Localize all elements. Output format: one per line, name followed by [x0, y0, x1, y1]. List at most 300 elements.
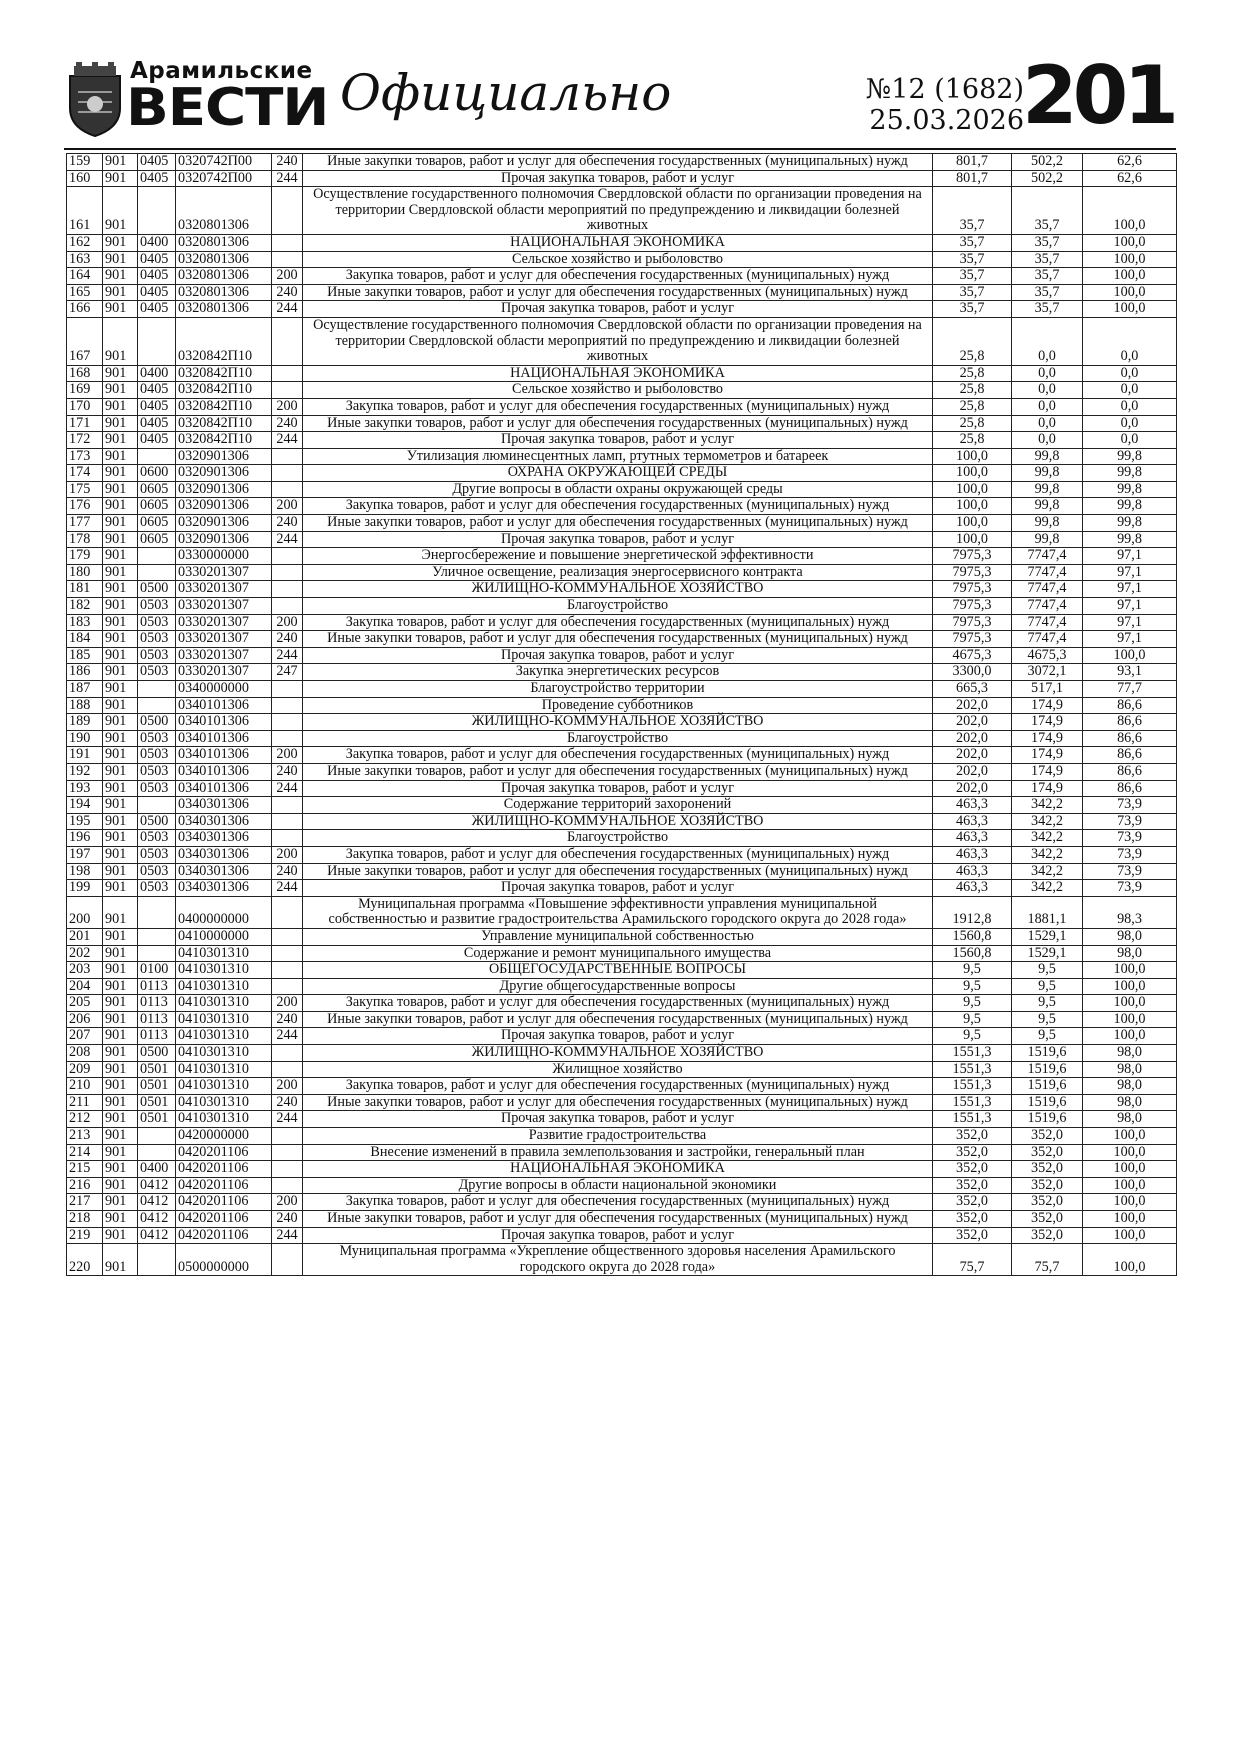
section-code: 0113 [138, 1028, 176, 1045]
row-number: 162 [67, 234, 103, 251]
actual-amount: 7747,4 [1012, 564, 1083, 581]
target-code: 0340101306 [176, 763, 272, 780]
planned-amount: 25,8 [933, 398, 1012, 415]
actual-amount: 342,2 [1012, 863, 1083, 880]
table-row [67, 1011, 1177, 1028]
admin-code: 901 [103, 714, 138, 731]
expense-type [272, 365, 303, 382]
target-code: 0320842П10 [176, 432, 272, 449]
admin-code: 901 [103, 1028, 138, 1045]
execution-percent: 73,9 [1083, 863, 1177, 880]
actual-amount: 517,1 [1012, 681, 1083, 698]
section-code: 0405 [138, 301, 176, 318]
section-code: 0605 [138, 531, 176, 548]
row-number: 216 [67, 1177, 103, 1194]
table-row [67, 515, 1177, 532]
admin-code: 901 [103, 548, 138, 565]
row-number: 194 [67, 797, 103, 814]
admin-code: 901 [103, 1227, 138, 1244]
section-code: 0605 [138, 515, 176, 532]
expense-type [272, 187, 303, 235]
description: Муниципальная программа «Повышение эффективности управления муниципальной собственностью и развитие градостроительства Арамильского городского округа до 2028 года» [303, 896, 933, 928]
row-number: 179 [67, 548, 103, 565]
table-row [67, 1144, 1177, 1161]
actual-amount: 342,2 [1012, 880, 1083, 897]
execution-percent: 98,3 [1083, 896, 1177, 928]
description: Содержание территорий захоронений [303, 797, 933, 814]
planned-amount: 665,3 [933, 681, 1012, 698]
table-row [67, 1045, 1177, 1062]
planned-amount: 1560,8 [933, 945, 1012, 962]
planned-amount: 801,7 [933, 154, 1012, 171]
budget-table [66, 153, 1177, 1276]
admin-code: 901 [103, 1144, 138, 1161]
expense-type: 240 [272, 631, 303, 648]
target-code: 0320901306 [176, 481, 272, 498]
description: Благоустройство [303, 830, 933, 847]
admin-code: 901 [103, 465, 138, 482]
expense-type: 240 [272, 284, 303, 301]
execution-percent: 99,8 [1083, 448, 1177, 465]
description: Закупка товаров, работ и услуг для обеспечения государственных (муниципальных) нужд [303, 846, 933, 863]
row-number: 217 [67, 1194, 103, 1211]
expense-type: 247 [272, 664, 303, 681]
section-code: 0605 [138, 481, 176, 498]
row-number: 176 [67, 498, 103, 515]
section-code: 0405 [138, 251, 176, 268]
actual-amount: 35,7 [1012, 187, 1083, 235]
planned-amount: 7975,3 [933, 564, 1012, 581]
target-code: 0410301310 [176, 1094, 272, 1111]
row-number: 211 [67, 1094, 103, 1111]
planned-amount: 7975,3 [933, 581, 1012, 598]
table-row [67, 995, 1177, 1012]
planned-amount: 35,7 [933, 251, 1012, 268]
section-code: 0500 [138, 714, 176, 731]
table-row [67, 1111, 1177, 1128]
execution-percent: 73,9 [1083, 830, 1177, 847]
admin-code: 901 [103, 432, 138, 449]
table-row [67, 1177, 1177, 1194]
execution-percent: 73,9 [1083, 813, 1177, 830]
issue-date: 25.03.2026 [869, 105, 1024, 136]
table-row [67, 432, 1177, 449]
target-code: 0340101306 [176, 747, 272, 764]
description: Утилизация люминесцентных ламп, ртутных термометров и батареек [303, 448, 933, 465]
section-code: 0400 [138, 365, 176, 382]
target-code: 0330201307 [176, 614, 272, 631]
admin-code: 901 [103, 251, 138, 268]
description: Внесение изменений в правила землепользования и застройки, генеральный план [303, 1144, 933, 1161]
actual-amount: 75,7 [1012, 1244, 1083, 1276]
admin-code: 901 [103, 448, 138, 465]
row-number: 161 [67, 187, 103, 235]
description: Содержание и ремонт муниципального имущества [303, 945, 933, 962]
planned-amount: 100,0 [933, 465, 1012, 482]
table-row [67, 962, 1177, 979]
row-number: 166 [67, 301, 103, 318]
target-code: 0340301306 [176, 830, 272, 847]
table-row [67, 681, 1177, 698]
expense-type [272, 1161, 303, 1178]
row-number: 215 [67, 1161, 103, 1178]
admin-code: 901 [103, 531, 138, 548]
expense-type: 244 [272, 1227, 303, 1244]
actual-amount: 342,2 [1012, 830, 1083, 847]
row-number: 186 [67, 664, 103, 681]
row-number: 190 [67, 730, 103, 747]
execution-percent: 99,8 [1083, 515, 1177, 532]
description: НАЦИОНАЛЬНАЯ ЭКОНОМИКА [303, 365, 933, 382]
execution-percent: 98,0 [1083, 1061, 1177, 1078]
actual-amount: 99,8 [1012, 481, 1083, 498]
planned-amount: 202,0 [933, 763, 1012, 780]
table-row [67, 631, 1177, 648]
section-code [138, 681, 176, 698]
target-code: 0320901306 [176, 515, 272, 532]
description: ЖИЛИЩНО-КОММУНАЛЬНОЕ ХОЗЯЙСТВО [303, 1045, 933, 1062]
target-code: 0320842П10 [176, 365, 272, 382]
target-code: 0320842П10 [176, 415, 272, 432]
section-code: 0503 [138, 863, 176, 880]
expense-type [272, 697, 303, 714]
execution-percent: 98,0 [1083, 1094, 1177, 1111]
table-row [67, 251, 1177, 268]
admin-code: 901 [103, 763, 138, 780]
coat-of-arms-logo [64, 62, 126, 138]
target-code: 0330201307 [176, 564, 272, 581]
actual-amount: 99,8 [1012, 515, 1083, 532]
section-code [138, 1244, 176, 1276]
actual-amount: 9,5 [1012, 1011, 1083, 1028]
actual-amount: 0,0 [1012, 432, 1083, 449]
description: Иные закупки товаров, работ и услуг для обеспечения государственных (муниципальных) нужд [303, 631, 933, 648]
table-row [67, 763, 1177, 780]
expense-type [272, 317, 303, 365]
execution-percent: 100,0 [1083, 995, 1177, 1012]
execution-percent: 86,6 [1083, 730, 1177, 747]
section-code: 0412 [138, 1211, 176, 1228]
row-number: 206 [67, 1011, 103, 1028]
description: Закупка энергетических ресурсов [303, 664, 933, 681]
target-code: 0410301310 [176, 1045, 272, 1062]
execution-percent: 100,0 [1083, 268, 1177, 285]
execution-percent: 77,7 [1083, 681, 1177, 698]
actual-amount: 1519,6 [1012, 1111, 1083, 1128]
section-code: 0500 [138, 581, 176, 598]
actual-amount: 174,9 [1012, 697, 1083, 714]
admin-code: 901 [103, 1177, 138, 1194]
target-code: 0330000000 [176, 548, 272, 565]
expense-type: 200 [272, 1078, 303, 1095]
expense-type [272, 581, 303, 598]
description: Муниципальная программа «Укрепление общественного здоровья населения Арамильского городского округа до 2028 года» [303, 1244, 933, 1276]
table-row [67, 465, 1177, 482]
description: Прочая закупка товаров, работ и услуг [303, 301, 933, 318]
admin-code: 901 [103, 481, 138, 498]
execution-percent: 99,8 [1083, 498, 1177, 515]
admin-code: 901 [103, 631, 138, 648]
planned-amount: 75,7 [933, 1244, 1012, 1276]
section-code [138, 187, 176, 235]
expense-type: 240 [272, 415, 303, 432]
expense-type: 244 [272, 301, 303, 318]
description: Закупка товаров, работ и услуг для обеспечения государственных (муниципальных) нужд [303, 268, 933, 285]
section-code [138, 1128, 176, 1145]
planned-amount: 7975,3 [933, 614, 1012, 631]
row-number: 164 [67, 268, 103, 285]
planned-amount: 202,0 [933, 747, 1012, 764]
planned-amount: 352,0 [933, 1211, 1012, 1228]
expense-type: 240 [272, 863, 303, 880]
target-code: 0420000000 [176, 1128, 272, 1145]
section-code: 0412 [138, 1194, 176, 1211]
actual-amount: 174,9 [1012, 747, 1083, 764]
execution-percent: 100,0 [1083, 978, 1177, 995]
row-number: 173 [67, 448, 103, 465]
target-code: 0340301306 [176, 863, 272, 880]
section-code: 0501 [138, 1094, 176, 1111]
table-row [67, 747, 1177, 764]
row-number: 201 [67, 928, 103, 945]
description: Благоустройство территории [303, 681, 933, 698]
description: Иные закупки товаров, работ и услуг для обеспечения государственных (муниципальных) нужд [303, 284, 933, 301]
admin-code: 901 [103, 515, 138, 532]
description: Закупка товаров, работ и услуг для обеспечения государственных (муниципальных) нужд [303, 995, 933, 1012]
table-row [67, 1061, 1177, 1078]
expense-type: 244 [272, 880, 303, 897]
expense-type: 200 [272, 747, 303, 764]
actual-amount: 7747,4 [1012, 581, 1083, 598]
execution-percent: 0,0 [1083, 432, 1177, 449]
table-row [67, 187, 1177, 235]
planned-amount: 202,0 [933, 697, 1012, 714]
target-code: 0320801306 [176, 187, 272, 235]
actual-amount: 342,2 [1012, 797, 1083, 814]
row-number: 205 [67, 995, 103, 1012]
execution-percent: 100,0 [1083, 187, 1177, 235]
table-row [67, 797, 1177, 814]
table-row [67, 317, 1177, 365]
actual-amount: 352,0 [1012, 1128, 1083, 1145]
table-row [67, 880, 1177, 897]
section-code: 0501 [138, 1061, 176, 1078]
planned-amount: 1551,3 [933, 1045, 1012, 1062]
row-number: 182 [67, 598, 103, 615]
table-row [67, 548, 1177, 565]
expense-type: 200 [272, 995, 303, 1012]
admin-code: 901 [103, 170, 138, 187]
planned-amount: 35,7 [933, 301, 1012, 318]
actual-amount: 1529,1 [1012, 945, 1083, 962]
row-number: 197 [67, 846, 103, 863]
row-number: 207 [67, 1028, 103, 1045]
execution-percent: 100,0 [1083, 962, 1177, 979]
admin-code: 901 [103, 1111, 138, 1128]
section-code [138, 317, 176, 365]
target-code: 0320842П10 [176, 317, 272, 365]
planned-amount: 100,0 [933, 481, 1012, 498]
row-number: 189 [67, 714, 103, 731]
target-code: 0320901306 [176, 465, 272, 482]
actual-amount: 35,7 [1012, 268, 1083, 285]
actual-amount: 35,7 [1012, 301, 1083, 318]
page-number: 201 [1022, 49, 1174, 142]
expense-type [272, 681, 303, 698]
row-number: 163 [67, 251, 103, 268]
actual-amount: 342,2 [1012, 846, 1083, 863]
planned-amount: 100,0 [933, 515, 1012, 532]
description: Закупка товаров, работ и услуг для обеспечения государственных (муниципальных) нужд [303, 1194, 933, 1211]
actual-amount: 1529,1 [1012, 928, 1083, 945]
row-number: 177 [67, 515, 103, 532]
expense-type [272, 978, 303, 995]
actual-amount: 174,9 [1012, 730, 1083, 747]
expense-type: 200 [272, 268, 303, 285]
description: Прочая закупка товаров, работ и услуг [303, 647, 933, 664]
execution-percent: 97,1 [1083, 614, 1177, 631]
execution-percent: 0,0 [1083, 398, 1177, 415]
target-code: 0400000000 [176, 896, 272, 928]
execution-percent: 97,1 [1083, 564, 1177, 581]
admin-code: 901 [103, 564, 138, 581]
section-code: 0503 [138, 846, 176, 863]
description: Жилищное хозяйство [303, 1061, 933, 1078]
section-code [138, 797, 176, 814]
expense-type [272, 1144, 303, 1161]
planned-amount: 100,0 [933, 531, 1012, 548]
section-code: 0405 [138, 398, 176, 415]
target-code: 0320842П10 [176, 398, 272, 415]
description: Энергосбережение и повышение энергетической эффективности [303, 548, 933, 565]
section-code: 0405 [138, 154, 176, 171]
section-code: 0503 [138, 598, 176, 615]
table-row [67, 813, 1177, 830]
actual-amount: 4675,3 [1012, 647, 1083, 664]
execution-percent: 73,9 [1083, 797, 1177, 814]
target-code: 0340101306 [176, 730, 272, 747]
description: Прочая закупка товаров, работ и услуг [303, 432, 933, 449]
admin-code: 901 [103, 581, 138, 598]
actual-amount: 9,5 [1012, 962, 1083, 979]
row-number: 180 [67, 564, 103, 581]
issue-info [866, 74, 1024, 136]
actual-amount: 9,5 [1012, 1028, 1083, 1045]
table-row [67, 448, 1177, 465]
admin-code: 901 [103, 780, 138, 797]
description: Осуществление государственного полномочия Свердловской области по организации проведения на территории Свердловской области мероприятий по предупреждению и ликвидации болезней животных [303, 187, 933, 235]
expense-type [272, 382, 303, 399]
actual-amount: 1881,1 [1012, 896, 1083, 928]
actual-amount: 35,7 [1012, 251, 1083, 268]
planned-amount: 4675,3 [933, 647, 1012, 664]
execution-percent: 0,0 [1083, 365, 1177, 382]
section-code: 0503 [138, 780, 176, 797]
planned-amount: 25,8 [933, 432, 1012, 449]
row-number: 165 [67, 284, 103, 301]
description: Закупка товаров, работ и услуг для обеспечения государственных (муниципальных) нужд [303, 614, 933, 631]
execution-percent: 100,0 [1083, 1244, 1177, 1276]
planned-amount: 25,8 [933, 365, 1012, 382]
description: Сельское хозяйство и рыболовство [303, 251, 933, 268]
description: Благоустройство [303, 730, 933, 747]
description: Иные закупки товаров, работ и услуг для обеспечения государственных (муниципальных) нужд [303, 763, 933, 780]
planned-amount: 202,0 [933, 780, 1012, 797]
execution-percent: 86,6 [1083, 780, 1177, 797]
expense-type: 200 [272, 498, 303, 515]
actual-amount: 352,0 [1012, 1177, 1083, 1194]
row-number: 185 [67, 647, 103, 664]
expense-type [272, 1128, 303, 1145]
actual-amount: 352,0 [1012, 1144, 1083, 1161]
row-number: 220 [67, 1244, 103, 1276]
target-code: 0410301310 [176, 1061, 272, 1078]
description: Закупка товаров, работ и услуг для обеспечения государственных (муниципальных) нужд [303, 398, 933, 415]
section-code: 0405 [138, 268, 176, 285]
table-row [67, 780, 1177, 797]
planned-amount: 1551,3 [933, 1061, 1012, 1078]
execution-percent: 100,0 [1083, 1211, 1177, 1228]
section-code [138, 1144, 176, 1161]
table-row [67, 301, 1177, 318]
planned-amount: 352,0 [933, 1194, 1012, 1211]
masthead [64, 49, 1174, 146]
target-code: 0420201106 [176, 1227, 272, 1244]
expense-type [272, 896, 303, 928]
admin-code: 901 [103, 268, 138, 285]
admin-code: 901 [103, 896, 138, 928]
admin-code: 901 [103, 945, 138, 962]
row-number: 159 [67, 154, 103, 171]
row-number: 198 [67, 863, 103, 880]
description: Проведение субботников [303, 697, 933, 714]
actual-amount: 174,9 [1012, 763, 1083, 780]
admin-code: 901 [103, 830, 138, 847]
actual-amount: 0,0 [1012, 382, 1083, 399]
actual-amount: 352,0 [1012, 1227, 1083, 1244]
execution-percent: 100,0 [1083, 1011, 1177, 1028]
actual-amount: 35,7 [1012, 234, 1083, 251]
planned-amount: 7975,3 [933, 631, 1012, 648]
section-code [138, 945, 176, 962]
planned-amount: 202,0 [933, 714, 1012, 731]
expense-type: 240 [272, 154, 303, 171]
planned-amount: 100,0 [933, 498, 1012, 515]
section-code: 0503 [138, 730, 176, 747]
planned-amount: 25,8 [933, 382, 1012, 399]
row-number: 219 [67, 1227, 103, 1244]
execution-percent: 100,0 [1083, 251, 1177, 268]
description: Иные закупки товаров, работ и услуг для обеспечения государственных (муниципальных) нужд [303, 1211, 933, 1228]
target-code: 0420201106 [176, 1177, 272, 1194]
execution-percent: 98,0 [1083, 1078, 1177, 1095]
section-code: 0405 [138, 382, 176, 399]
table-row [67, 664, 1177, 681]
actual-amount: 1519,6 [1012, 1045, 1083, 1062]
row-number: 169 [67, 382, 103, 399]
section-code: 0501 [138, 1111, 176, 1128]
actual-amount: 7747,4 [1012, 631, 1083, 648]
row-number: 199 [67, 880, 103, 897]
target-code: 0330201307 [176, 647, 272, 664]
expense-type [272, 1045, 303, 1062]
admin-code: 901 [103, 995, 138, 1012]
section-code: 0113 [138, 1011, 176, 1028]
description: Иные закупки товаров, работ и услуг для обеспечения государственных (муниципальных) нужд [303, 863, 933, 880]
description: Прочая закупка товаров, работ и услуг [303, 780, 933, 797]
execution-percent: 100,0 [1083, 1144, 1177, 1161]
target-code: 0500000000 [176, 1244, 272, 1276]
